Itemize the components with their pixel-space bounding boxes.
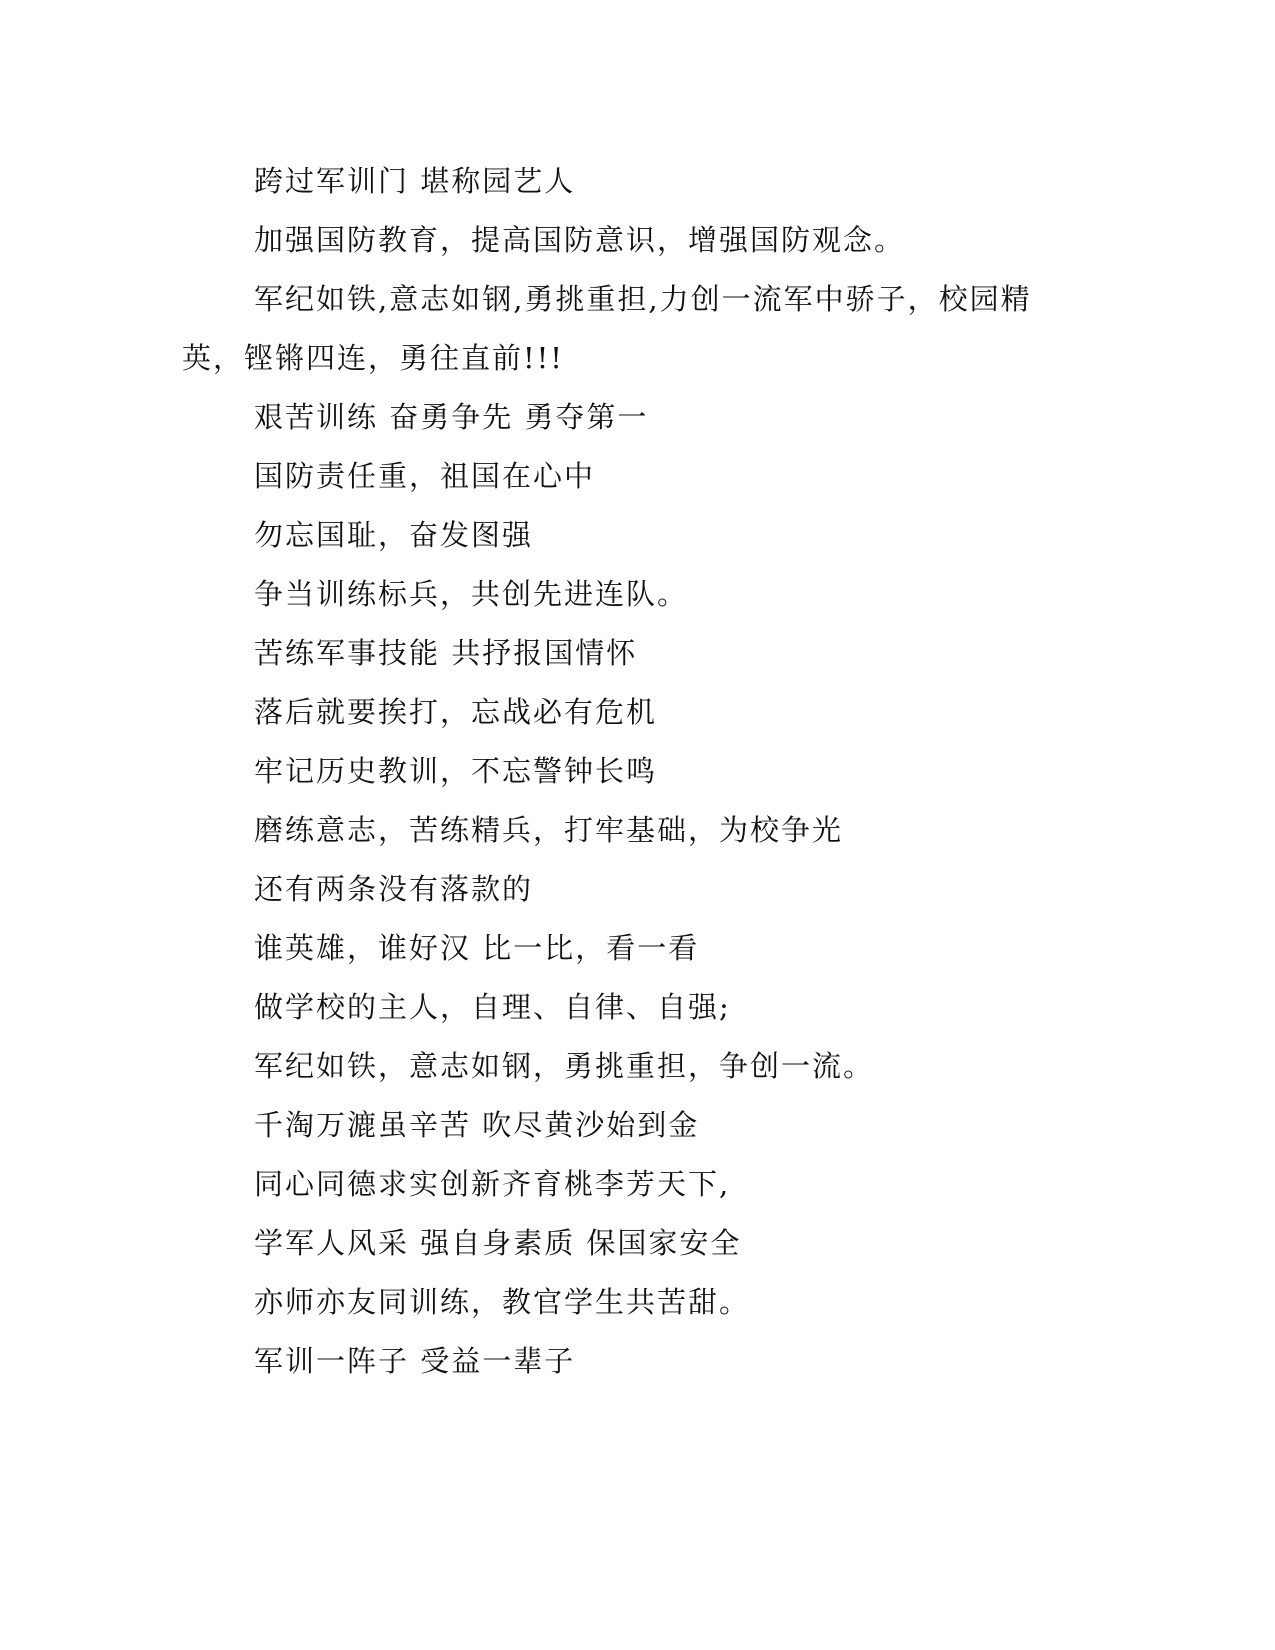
paragraph: 苦练军事技能 共抒报国情怀: [254, 636, 638, 670]
document-body: [182, 152, 1082, 1391]
paragraph: 加强国防教育，提高国防意识，增强国防观念。: [254, 223, 906, 257]
paragraph: 还有两条没有落款的: [254, 872, 534, 906]
paragraph: 做学校的主人，自理、自律、自强;: [254, 990, 731, 1024]
paragraph: 国防责任重，祖国在心中: [254, 459, 596, 493]
paragraph: 学军人风采 强自身素质 保国家安全: [254, 1226, 742, 1260]
paragraph: 千淘万漉虽辛苦 吹尽黄沙始到金: [254, 1108, 700, 1142]
paragraph: 艰苦训练 奋勇争先 勇夺第一: [254, 400, 649, 434]
paragraph: 争当训练标兵，共创先进连队。: [254, 577, 689, 611]
paragraph: 勿忘国耻，奋发图强: [254, 518, 534, 552]
paragraph: 同心同德求实创新齐育桃李芳天下,: [254, 1167, 731, 1201]
paragraph: 牢记历史教训，不忘警钟长鸣: [254, 754, 658, 788]
paragraph: 军纪如铁，意志如钢，勇挑重担，争创一流。: [254, 1049, 875, 1083]
paragraph: 军纪如铁,意志如钢,勇挑重担,力创一流军中骄子，校园精英，铿锵四连，勇往直前!!!: [182, 282, 1032, 375]
paragraph: 军训一阵子 受益一辈子: [254, 1344, 576, 1378]
paragraph: 谁英雄，谁好汉 比一比，看一看: [254, 931, 700, 965]
paragraph: 磨练意志，苦练精兵，打牢基础，为校争光: [254, 813, 844, 847]
paragraph: 亦师亦友同训练，教官学生共苦甜。: [254, 1285, 751, 1319]
paragraph: 跨过军训门 堪称园艺人: [254, 164, 576, 198]
paragraph: 落后就要挨打，忘战必有危机: [254, 695, 658, 729]
